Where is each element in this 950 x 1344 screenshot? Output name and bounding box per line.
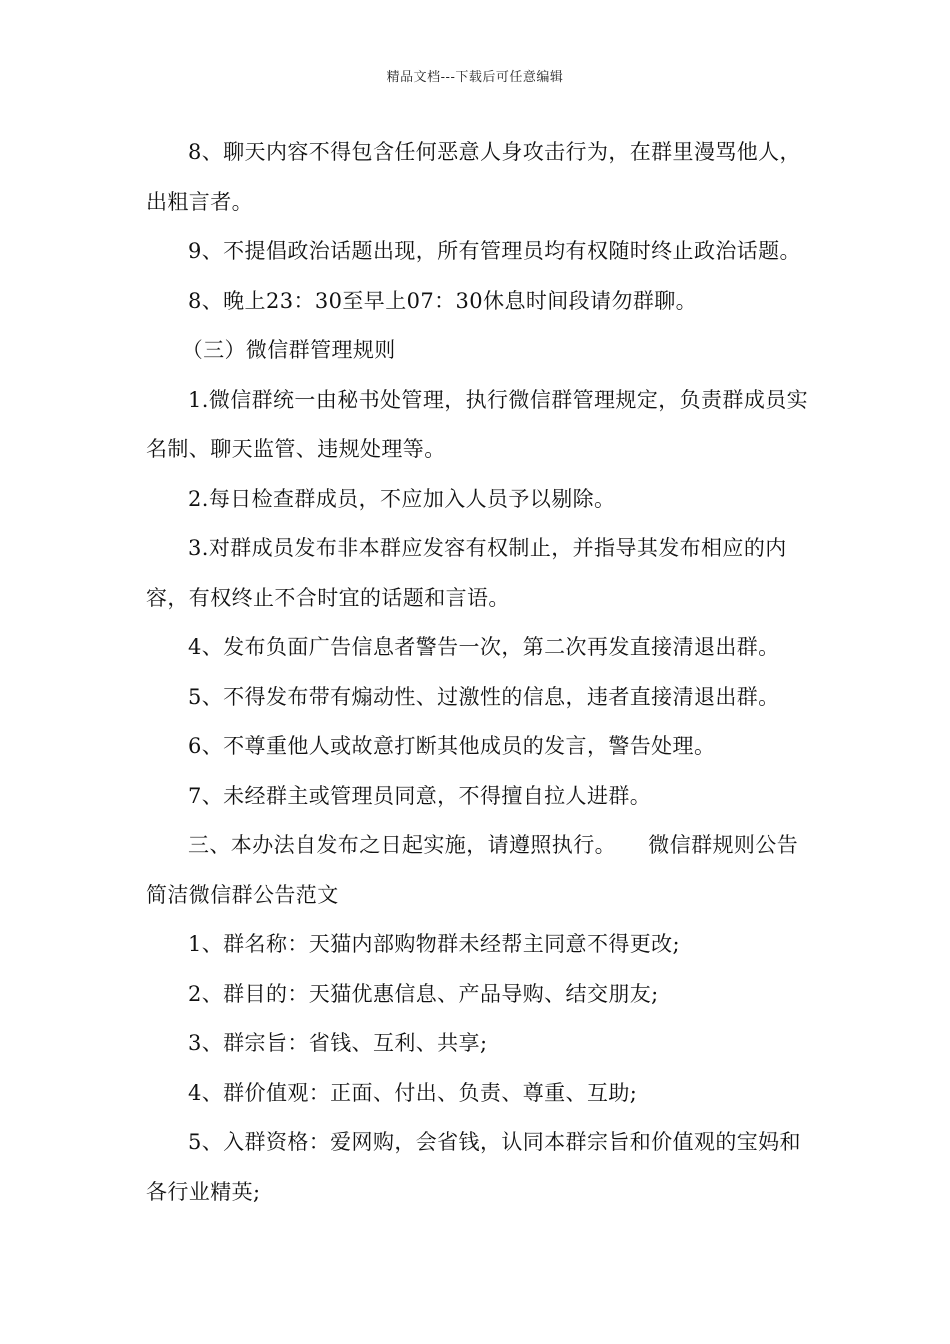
paragraph: 4、发布负面广告信息者警告一次，第二次再发直接清退出群。 <box>188 635 780 659</box>
paragraph: 6、不尊重他人或故意打断其他成员的发言，警告处理。 <box>188 734 716 758</box>
paragraph: 1.微信群统一由秘书处管理，执行微信群管理规定，负责群成员实名制、聊天监管、违规处理等。 <box>146 387 809 461</box>
paragraph: 3、群宗旨：省钱、互利、共享; <box>188 1031 488 1055</box>
paragraph: 2、群目的：天猫优惠信息、产品导购、结交朋友; <box>188 981 659 1006</box>
paragraph: 1、群名称：天猫内部购物群未经帮主同意不得更改; <box>188 932 681 956</box>
page-header: 精品文档---下载后可任意编辑 <box>386 70 564 85</box>
paragraph: 7、未经群主或管理员同意，不得擅自拉人进群。 <box>188 783 652 808</box>
paragraph: 5、入群资格：爱网购，会省钱，认同本群宗旨和价值观的宝妈和各行业精英; <box>146 1130 801 1204</box>
paragraph: 9、不提倡政治话题出现，所有管理员均有权随时终止政治话题。 <box>188 239 801 263</box>
paragraph: 8、晚上23：30至早上07：30休息时间段请勿群聊。 <box>188 288 698 313</box>
paragraph: 5、不得发布带有煽动性、过激性的信息，违者直接清退出群。 <box>188 684 780 709</box>
document-body <box>146 128 816 1217</box>
section-heading: （三）微信群管理规则 <box>181 338 396 362</box>
paragraph: 3.对群成员发布非本群应发容有权制止，并指导其发布相应的内容，有权终止不合时宜的话题和言语。 <box>146 536 787 610</box>
paragraph: 4、群价值观：正面、付出、负责、尊重、互助; <box>188 1080 638 1105</box>
paragraph: 8、聊天内容不得包含任何恶意人身攻击行为，在群里漫骂他人，出粗言者。 <box>146 140 801 214</box>
paragraph: 三、本办法自发布之日起实施，请遵照执行。 微信群规则公告简洁微信群公告范文 <box>146 833 799 907</box>
paragraph: 2.每日检查群成员，不应加入人员予以剔除。 <box>188 486 616 511</box>
